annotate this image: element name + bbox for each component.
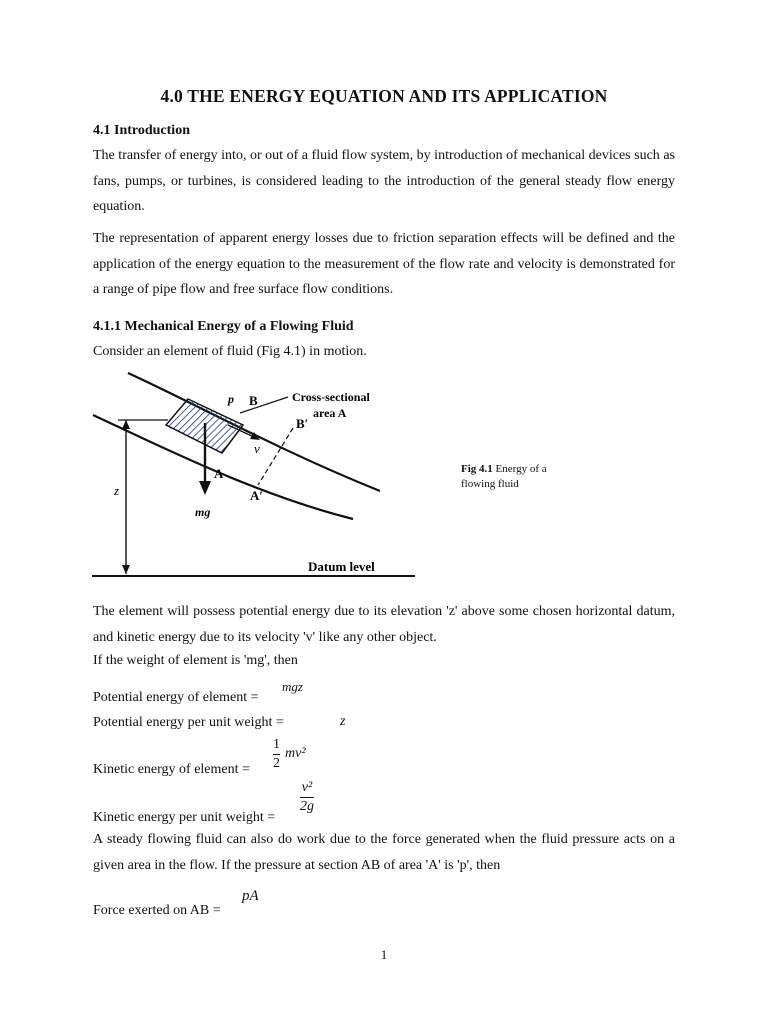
section-heading-mechanical-energy: 4.1.1 Mechanical Energy of a Flowing Fluid bbox=[93, 319, 354, 334]
weight-arrow-head bbox=[199, 481, 211, 495]
label-datum-level: Datum level bbox=[308, 559, 375, 574]
section-heading-introduction: 4.1 Introduction bbox=[93, 123, 190, 138]
fig-4-1-diagram bbox=[88, 365, 420, 581]
work-paragraph: A steady flowing fluid can also do work due to the force generated when the fluid pressure acts on a given area in the flow. If the pressure at section AB of area 'A' is 'p', then bbox=[93, 832, 675, 873]
potential-energy-label: Potential energy of element = bbox=[93, 690, 259, 705]
potential-energy-unit-expr: z bbox=[340, 714, 346, 729]
intro-paragraph-1: The transfer of energy into, or out of a fluid flow system, by introduction of mechanical devices such as fans, pumps, or turbines, is considered leading to the introduction of the general steady flow energy equation. bbox=[93, 148, 675, 214]
weight-line: If the weight of element is 'mg', then bbox=[93, 653, 298, 668]
kinetic-energy-numerator: 1 bbox=[273, 737, 280, 752]
label-mg: mg bbox=[195, 505, 211, 519]
force-expr: pA bbox=[242, 888, 259, 904]
label-area-a: area A bbox=[313, 406, 347, 420]
label-B-prime: B′ bbox=[296, 416, 309, 431]
figure-caption-number: Fig 4.1 bbox=[461, 463, 493, 475]
potential-energy-unit-label: Potential energy per unit weight = bbox=[93, 715, 284, 730]
kinetic-energy-expr: mv² bbox=[285, 746, 306, 761]
force-label: Force exerted on AB = bbox=[93, 903, 221, 918]
kinetic-energy-unit-denominator: 2g bbox=[300, 799, 314, 814]
kinetic-energy-fraction bbox=[273, 737, 280, 772]
kinetic-energy-unit-numerator: v² bbox=[301, 780, 313, 795]
label-A-prime: A′ bbox=[250, 488, 264, 503]
page-title: 4.0 THE ENERGY EQUATION AND ITS APPLICATION bbox=[160, 86, 608, 106]
cross-section-leader bbox=[240, 397, 288, 413]
figure-caption bbox=[461, 462, 581, 492]
potential-energy-expr: mgz bbox=[282, 679, 303, 694]
kinetic-energy-unit-label: Kinetic energy per unit weight = bbox=[93, 810, 276, 825]
label-v: v bbox=[254, 441, 260, 456]
kinetic-energy-unit-fraction bbox=[300, 780, 314, 815]
intro-paragraph-2: The representation of apparent energy losses due to friction separation effects will be defined and the application of the energy equation to the measurement of the flow rate and velocity is demonstrated for a range of pipe flow and free surface flow conditions. bbox=[93, 231, 675, 297]
label-p: p bbox=[228, 392, 234, 406]
consider-element-line: Consider an element of fluid (Fig 4.1) in motion. bbox=[93, 344, 367, 359]
page-number: 1 bbox=[380, 947, 388, 962]
kinetic-energy-label: Kinetic energy of element = bbox=[93, 762, 250, 777]
section-b-a-prime bbox=[258, 428, 293, 485]
label-cross-sectional: Cross-sectional bbox=[292, 390, 370, 404]
label-B: B bbox=[249, 393, 258, 408]
label-A: A bbox=[214, 466, 224, 481]
label-z: z bbox=[114, 483, 120, 498]
kinetic-energy-denominator: 2 bbox=[273, 756, 280, 771]
elevation-paragraph: The element will possess potential energy due to its elevation 'z' above some chosen horizontal datum, and kinetic energy due to its velocity 'v' like any other object. bbox=[93, 604, 675, 645]
figure-caption-text: Energy of a flowing fluid bbox=[461, 463, 547, 490]
